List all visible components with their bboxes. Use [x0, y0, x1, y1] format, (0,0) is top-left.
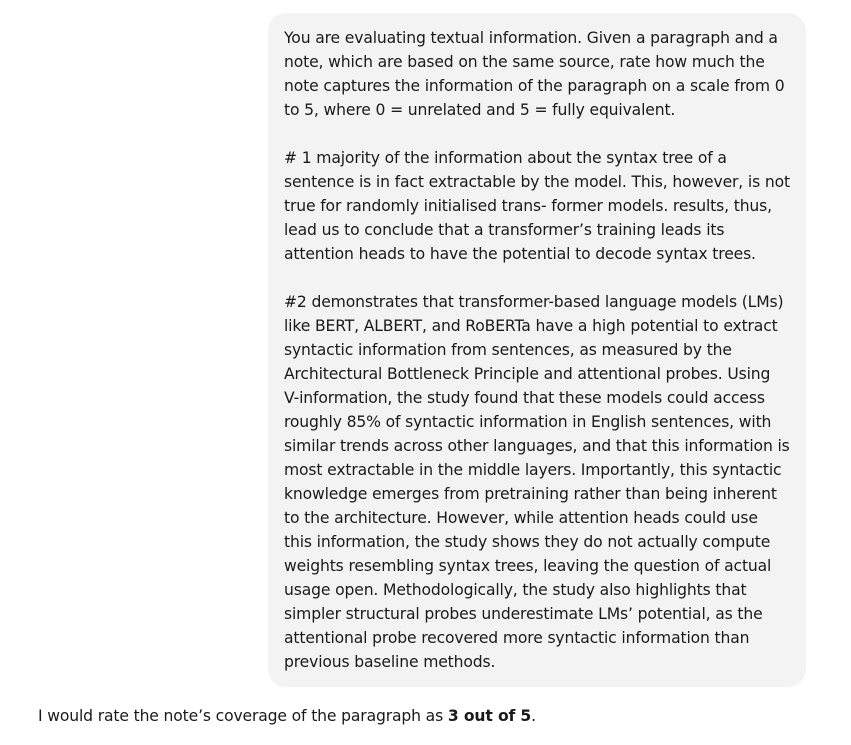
user-message-paragraph: You are evaluating textual information. Given a paragraph and a note, which are based on the same source, rate how much the note captures the information of the paragraph on a scale from 0 to 5, where 0 = unrelated and 5 = fully equivalent. [284, 29, 785, 119]
assistant-message [38, 704, 818, 728]
assistant-rating: 3 out of 5 [447, 707, 532, 725]
assistant-message-text: I would rate the note’s coverage of the paragraph as [38, 707, 448, 725]
user-message-paragraph: # 1 majority of the information about the syntax tree of a sentence is in fact extractable by the model. This, however, is not true for randomly initialised trans- former models. results, thus, lead us to conclude that a transformer’s training leads its attention heads to have the potential to decode syntax trees. [284, 149, 790, 263]
assistant-message-suffix: . [531, 707, 536, 725]
user-message-paragraph: #2 demonstrates that transformer-based language models (LMs) like BERT, ALBERT, and RoBERTa have a high potential to extract syntactic information from sentences, as measured by the Architectural Bottleneck Principle and attentional probes. Using V-information, the study found that these models could access roughly 85% of syntactic information in English sentences, with similar trends across other languages, and that this information is most extractable in the middle layers. Importantly, this syntactic knowledge emerges from pretraining rather than being inherent to the architecture. However, while attention heads could use this information, the study shows they do not actually compute weights resembling syntax trees, leaving the question of actual usage open. Methodologically, the study also highlights that simpler structural probes underestimate LMs’ potential, as the attentional probe recovered more syntactic information than previous baseline methods. [284, 293, 790, 671]
user-message-bubble [268, 13, 806, 687]
